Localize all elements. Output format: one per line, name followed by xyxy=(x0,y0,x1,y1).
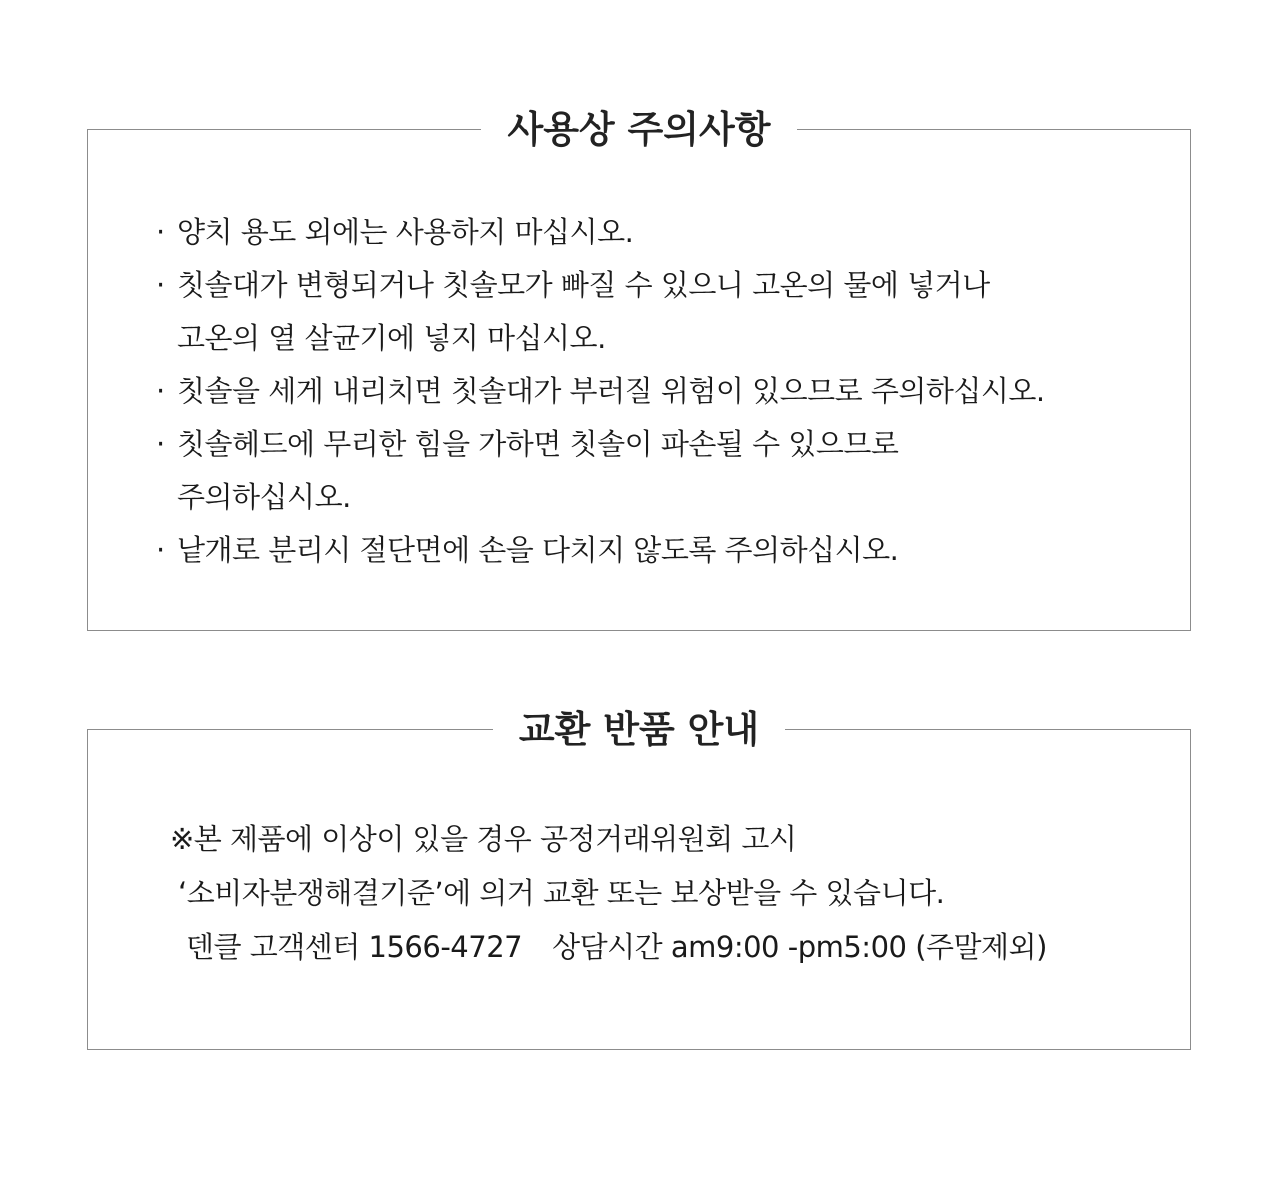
exchange-notice-line: ※본 제품에 이상이 있을 경우 공정거래위원회 고시 xyxy=(170,822,797,856)
caution-item-text: 칫솔헤드에 무리한 힘을 가하면 칫솔이 파손될 수 있으므로 xyxy=(177,427,899,461)
exchange-return-section xyxy=(87,708,1191,1050)
usage-caution-section xyxy=(87,108,1191,631)
usage-caution-list xyxy=(156,206,1045,577)
caution-item xyxy=(156,524,1045,577)
exchange-return-title-wrap xyxy=(88,704,1190,756)
caution-item xyxy=(156,418,1045,524)
exchange-return-title: 교환 반품 안내 xyxy=(493,704,785,756)
caution-item-text-continued: 고온의 열 살균기에 넣지 마십시오. xyxy=(177,321,606,355)
caution-item-text-continued: 주의하십시오. xyxy=(177,480,351,514)
caution-item xyxy=(156,206,1045,259)
caution-item-text: 양치 용도 외에는 사용하지 마십시오. xyxy=(177,215,634,249)
bullet-dot: · xyxy=(156,533,165,567)
bullet-dot: · xyxy=(156,427,165,461)
caution-item-text: 칫솔을 세게 내리치면 칫솔대가 부러질 위험이 있으므로 주의하십시오. xyxy=(177,374,1045,408)
usage-caution-title: 사용상 주의사항 xyxy=(481,104,796,156)
bullet-dot: · xyxy=(156,268,165,302)
caution-item-text: 칫솔대가 변형되거나 칫솔모가 빠질 수 있으니 고온의 물에 넣거나 xyxy=(177,268,990,302)
customer-center-line xyxy=(170,920,1047,974)
caution-item xyxy=(156,259,1045,365)
exchange-return-body xyxy=(170,812,1047,974)
caution-item xyxy=(156,365,1045,418)
bullet-dot: · xyxy=(156,215,165,249)
usage-caution-title-wrap xyxy=(88,104,1190,156)
exchange-standard-line: ‘소비자분쟁해결기준’에 의거 교환 또는 보상받을 수 있습니다. xyxy=(178,876,945,910)
customer-center-phone: 덴클 고객센터 1566-4727 xyxy=(186,930,523,964)
bullet-dot: · xyxy=(156,374,165,408)
consultation-hours: 상담시간 am9:00 -pm5:00 (주말제외) xyxy=(552,930,1047,964)
caution-item-text: 낱개로 분리시 절단면에 손을 다치지 않도록 주의하십시오. xyxy=(177,533,899,567)
